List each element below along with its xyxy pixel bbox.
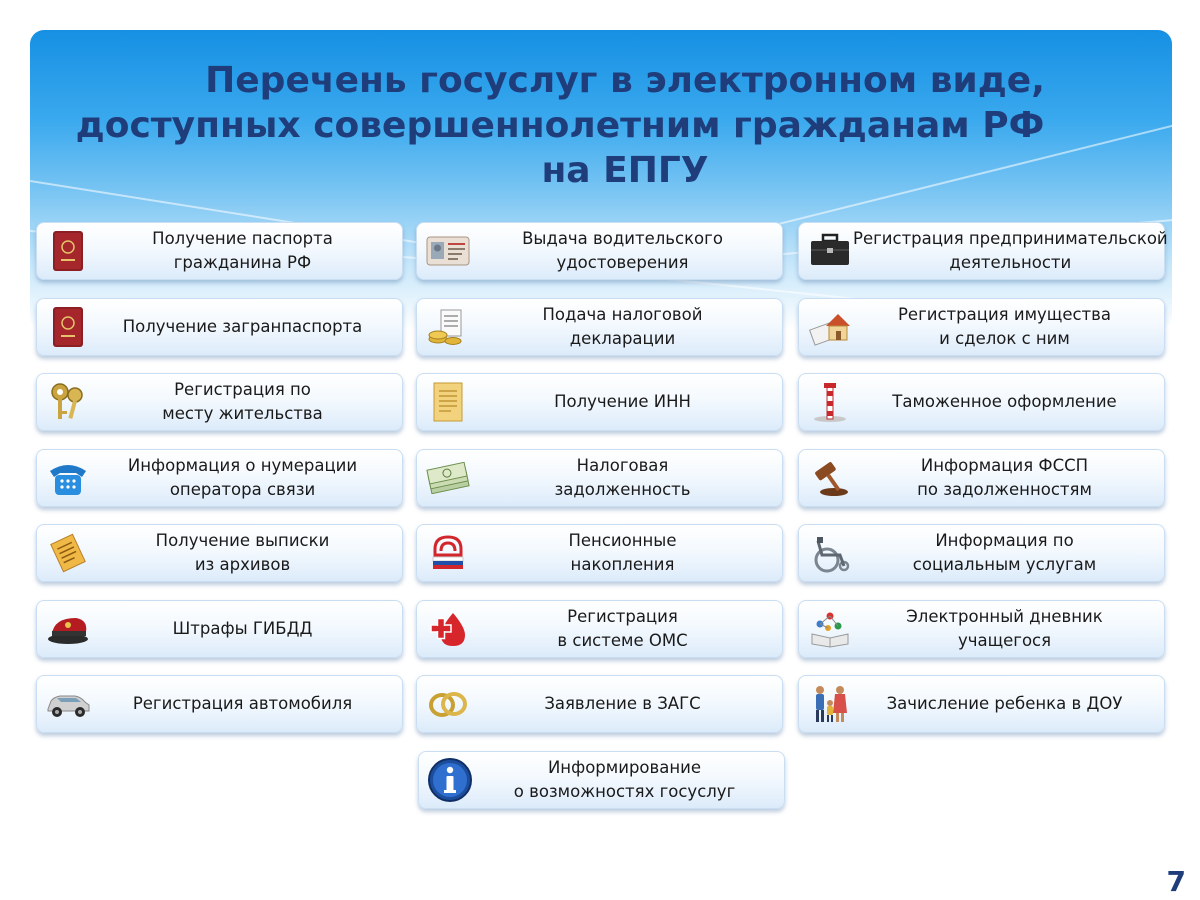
service-label-line: Информация ФССП xyxy=(920,456,1089,475)
service-card[interactable] xyxy=(798,524,1165,582)
service-label xyxy=(471,303,782,351)
service-label-line: декларации xyxy=(569,329,676,348)
service-label-line: Информация о нумерации xyxy=(127,456,358,475)
house-property-icon xyxy=(807,304,853,350)
service-label-line: деятельности xyxy=(949,253,1072,272)
service-card[interactable] xyxy=(798,600,1165,658)
service-card[interactable] xyxy=(36,675,403,733)
service-label-line: социальным услугам xyxy=(912,555,1097,574)
service-label-line: задолженность xyxy=(554,480,691,499)
diary-book-icon xyxy=(807,606,853,652)
service-label-line: Регистрация имущества xyxy=(897,305,1112,324)
car-icon xyxy=(45,681,91,727)
service-card[interactable] xyxy=(36,524,403,582)
service-label xyxy=(853,303,1164,351)
title-line: Перечень госуслуг в электронном виде, xyxy=(205,60,1045,101)
passport-icon xyxy=(45,304,91,350)
service-label xyxy=(853,390,1164,414)
service-card[interactable] xyxy=(36,222,403,280)
service-label-line: Зачисление ребенка в ДОУ xyxy=(886,694,1123,713)
service-card[interactable] xyxy=(416,298,783,356)
service-label xyxy=(471,605,782,653)
service-card[interactable] xyxy=(416,524,783,582)
service-card[interactable] xyxy=(416,449,783,507)
service-label-line: Подача налоговой xyxy=(542,305,703,324)
service-label-line: Получение загранпаспорта xyxy=(122,317,363,336)
service-label xyxy=(471,454,782,502)
service-label-line: о возможностях госуслуг xyxy=(513,782,736,801)
service-label xyxy=(471,390,782,414)
service-card[interactable] xyxy=(416,675,783,733)
service-label-line: Таможенное оформление xyxy=(892,392,1117,411)
service-label xyxy=(471,227,782,275)
wedding-rings-icon xyxy=(425,681,471,727)
service-label xyxy=(471,529,782,577)
service-label-line: Регистрация предпринимательской xyxy=(853,229,1168,248)
service-card[interactable] xyxy=(798,675,1165,733)
service-label xyxy=(853,454,1164,502)
info-icon xyxy=(427,757,473,803)
wheelchair-icon xyxy=(807,530,853,576)
service-card[interactable] xyxy=(36,373,403,431)
service-label-line: Информирование xyxy=(547,758,702,777)
service-card[interactable] xyxy=(416,222,783,280)
passport-icon xyxy=(45,228,91,274)
service-label xyxy=(473,756,784,804)
title-line: на ЕПГУ xyxy=(541,150,709,191)
money-stack-icon xyxy=(425,455,471,501)
service-label-line: Выдача водительского xyxy=(522,229,723,248)
service-label-line: гражданина РФ xyxy=(173,253,312,272)
service-label-line: учащегося xyxy=(957,631,1052,650)
service-label-line: Получение выписки xyxy=(155,531,330,550)
service-label xyxy=(853,529,1164,577)
service-label xyxy=(91,692,402,716)
service-label xyxy=(91,617,402,641)
police-cap-icon xyxy=(45,606,91,652)
service-label-line: оператора связи xyxy=(169,480,316,499)
briefcase-icon xyxy=(807,228,853,274)
driver-license-icon xyxy=(425,228,471,274)
service-label-line: в системе ОМС xyxy=(557,631,688,650)
service-label-line: по задолженностям xyxy=(917,480,1092,499)
service-card[interactable] xyxy=(416,600,783,658)
customs-barrier-icon xyxy=(807,379,853,425)
family-icon xyxy=(807,681,853,727)
service-label-line: Регистрация по xyxy=(174,380,311,399)
service-card[interactable] xyxy=(798,298,1165,356)
service-label xyxy=(91,529,402,577)
service-label xyxy=(91,227,402,275)
service-label-line: Получение ИНН xyxy=(554,392,691,411)
archive-document-icon xyxy=(45,530,91,576)
service-card[interactable] xyxy=(416,373,783,431)
service-label-line: из архивов xyxy=(194,555,291,574)
service-card[interactable] xyxy=(798,373,1165,431)
inn-document-icon xyxy=(425,379,471,425)
service-label-line: месту жительства xyxy=(162,404,323,423)
service-label-line: Пенсионные xyxy=(568,531,677,550)
service-card[interactable] xyxy=(798,449,1165,507)
service-label xyxy=(91,378,402,426)
medical-cross-icon xyxy=(425,606,471,652)
service-label-line: Регистрация автомобиля xyxy=(132,694,353,713)
service-label-line: Регистрация xyxy=(567,607,678,626)
title-line: доступных совершеннолетним гражданам РФ xyxy=(75,105,1045,146)
service-label-line: Электронный дневник xyxy=(906,607,1103,626)
service-card[interactable] xyxy=(36,449,403,507)
service-label-line: удостоверения xyxy=(556,253,689,272)
service-card[interactable] xyxy=(36,600,403,658)
service-label-line: Получение паспорта xyxy=(152,229,333,248)
service-label-line: Налоговая xyxy=(576,456,669,475)
telephone-icon xyxy=(45,455,91,501)
service-label-line: и сделок с ним xyxy=(939,329,1070,348)
service-label-line: Заявление в ЗАГС xyxy=(544,694,701,713)
gavel-icon xyxy=(807,455,853,501)
service-label-line: Информация по xyxy=(935,531,1074,550)
pension-fund-icon xyxy=(425,530,471,576)
service-card[interactable] xyxy=(418,751,785,809)
service-label xyxy=(91,454,402,502)
service-label xyxy=(471,692,782,716)
service-label-line: накопления xyxy=(570,555,675,574)
page-title xyxy=(75,58,1150,193)
tax-coins-icon xyxy=(425,304,471,350)
service-card[interactable] xyxy=(36,298,403,356)
service-card[interactable] xyxy=(798,222,1168,280)
service-label xyxy=(853,692,1164,716)
page-number: 7 xyxy=(1166,865,1186,898)
service-label-line: Штрафы ГИБДД xyxy=(172,619,313,638)
service-label xyxy=(91,315,402,339)
service-label xyxy=(853,227,1176,275)
keys-icon xyxy=(45,379,91,425)
service-label xyxy=(853,605,1164,653)
